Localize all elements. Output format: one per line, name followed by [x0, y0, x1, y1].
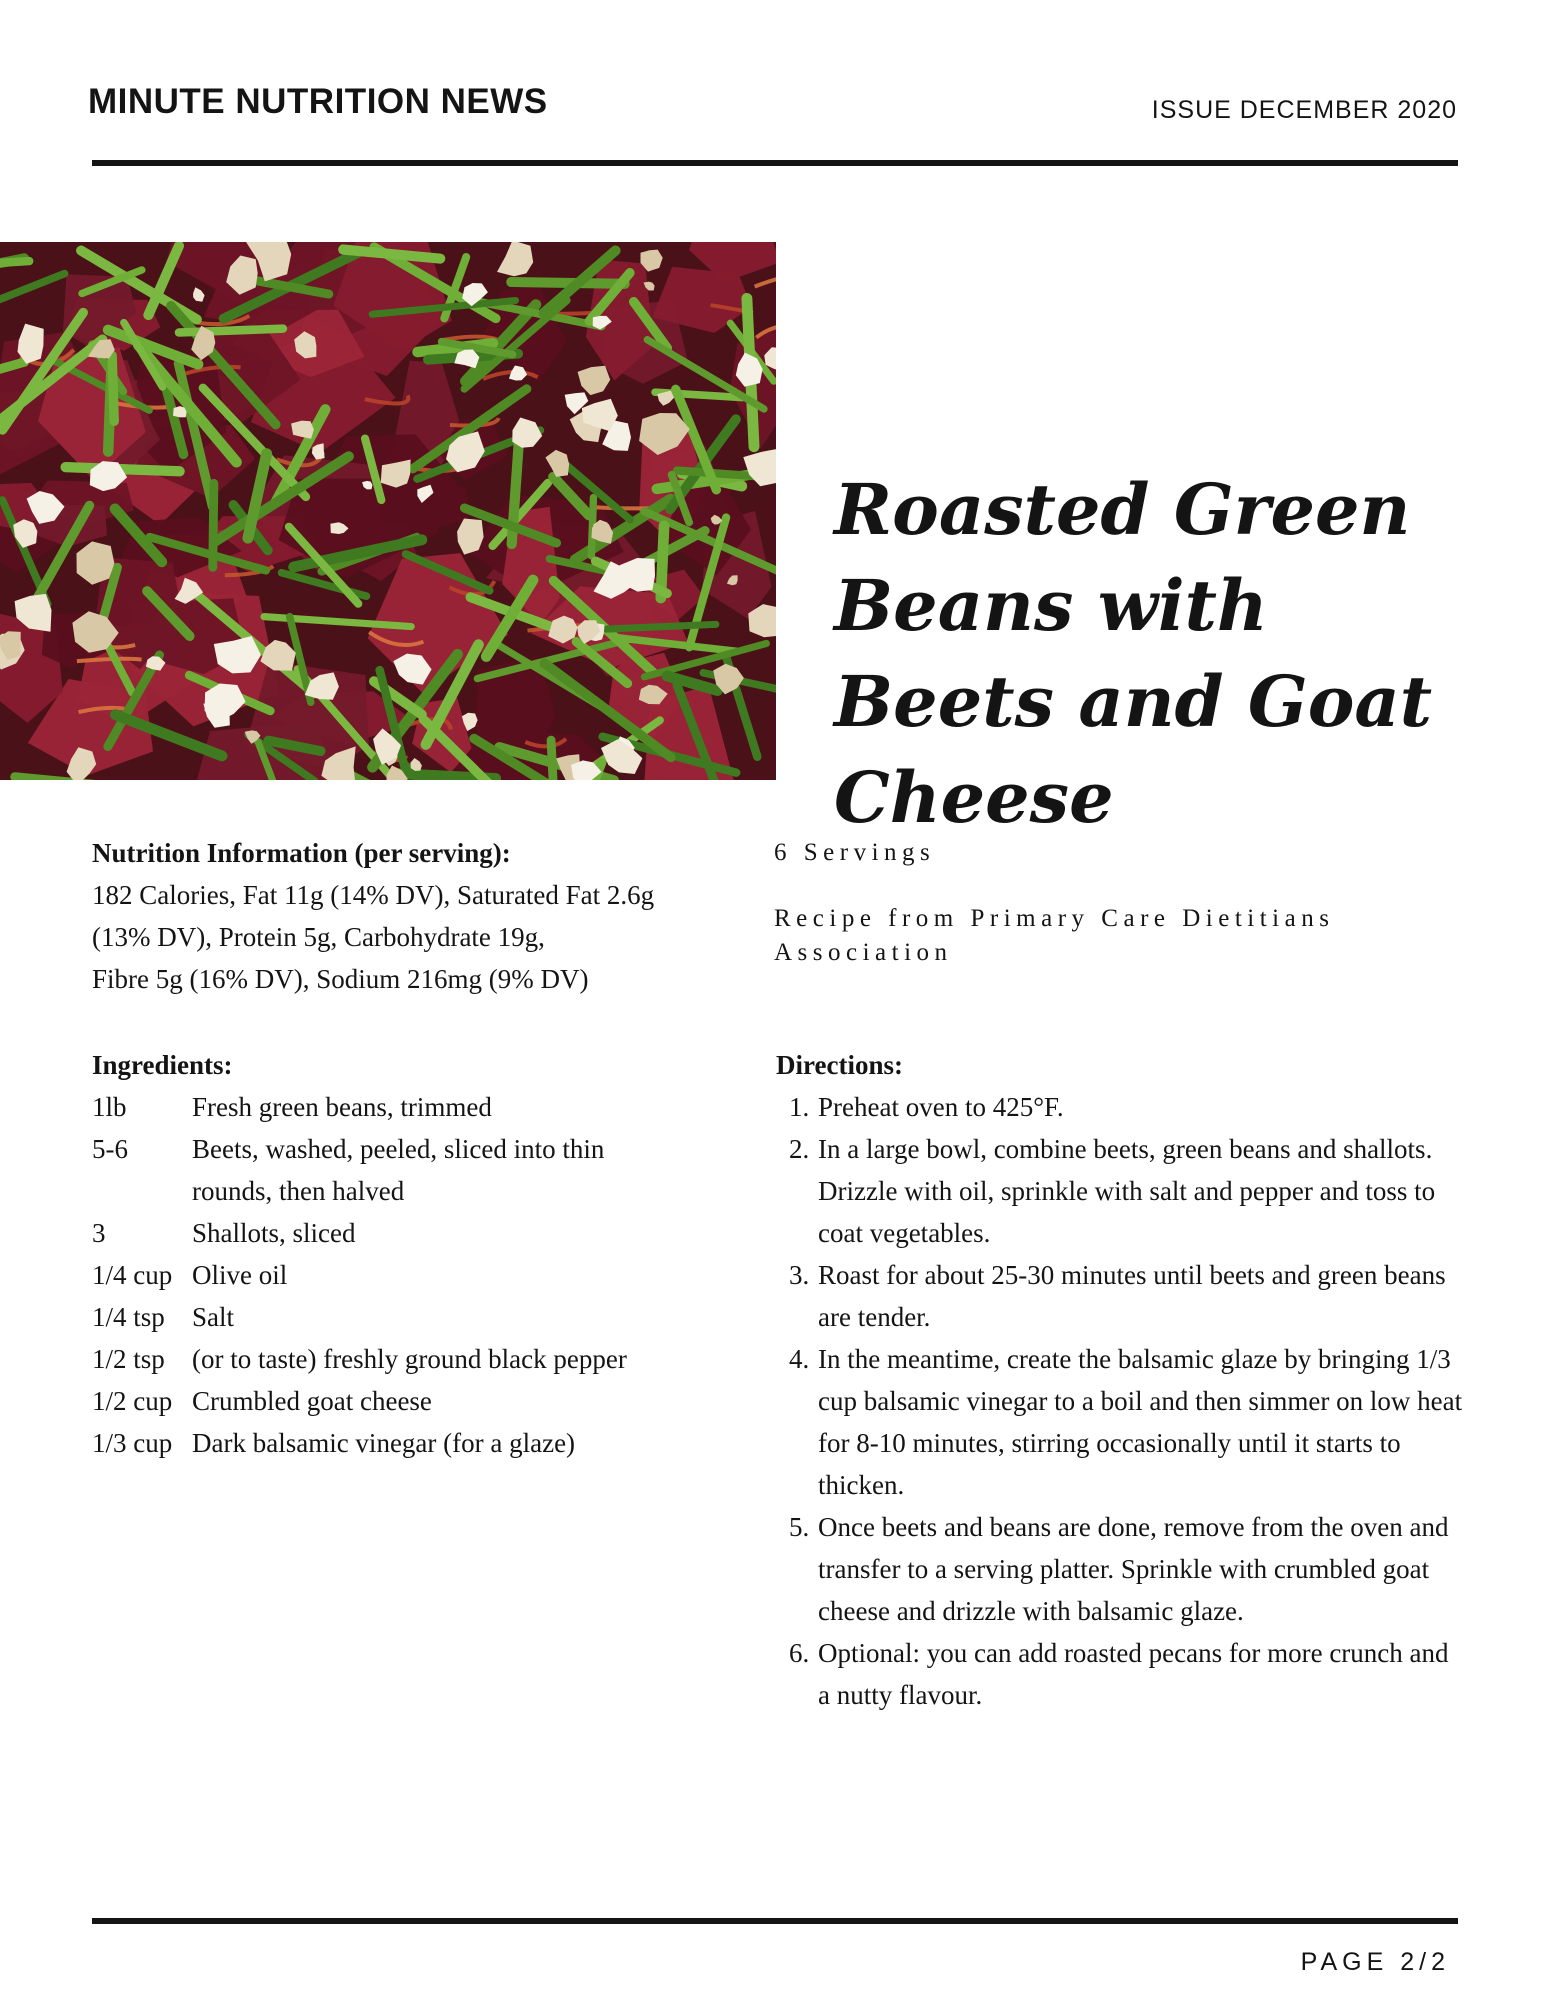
- servings: 6 Servings: [774, 839, 936, 866]
- ingredient-quantity: 1/2 cup: [92, 1386, 173, 1416]
- ingredient-quantity: 5-6: [92, 1134, 128, 1164]
- issue-date: ISSUE DECEMBER 2020: [1151, 96, 1457, 124]
- ingredient-description: Dark balsamic vinegar (for a glaze): [192, 1428, 576, 1458]
- ingredient-description: Beets, washed, peeled, sliced into thin rounds, then halved: [192, 1134, 605, 1206]
- ingredient-quantity: 1lb: [92, 1092, 127, 1122]
- ingredients-heading: Ingredients:: [92, 1050, 233, 1080]
- salad-photo-art: [0, 242, 776, 780]
- salad-photo: [0, 242, 776, 780]
- ingredient-item: [92, 1296, 732, 1338]
- ingredients-section: [92, 1044, 732, 1464]
- ingredient-item: [92, 1422, 732, 1464]
- ingredient-item: [92, 1128, 732, 1212]
- directions-heading: Directions:: [776, 1050, 903, 1080]
- ingredient-description: Fresh green beans, trimmed: [192, 1092, 492, 1122]
- direction-step: 4. In the meantime, create the balsamic glaze by bringing 1/3 cup balsamic vinegar to a boil and then simmer on low heat for 8-10 minutes, stirring occasionally until it starts to thicken.: [816, 1338, 1466, 1506]
- ingredient-item: [92, 1380, 732, 1422]
- nutrition-line: (13% DV), Protein 5g, Carbohydrate 19g,: [92, 922, 545, 952]
- directions-section: [776, 1044, 1466, 1716]
- ingredient-item: [92, 1254, 732, 1296]
- ingredient-quantity: 1/4 cup: [92, 1260, 173, 1290]
- direction-step: 1. Preheat oven to 425°F.: [816, 1086, 1466, 1128]
- direction-step: 6. Optional: you can add roasted pecans for more crunch and a nutty flavour.: [816, 1632, 1466, 1716]
- direction-step: 5. Once beets and beans are done, remove from the oven and transfer to a serving platter. Sprinkle with crumbled goat cheese and drizzle with balsamic glaze.: [816, 1506, 1466, 1632]
- nutrition-info: [92, 832, 712, 1000]
- direction-step: 3. Roast for about 25-30 minutes until beets and green beans are tender.: [816, 1254, 1466, 1338]
- ingredient-description: Salt: [192, 1302, 235, 1332]
- nutrition-line: 182 Calories, Fat 11g (14% DV), Saturated Fat 2.6g: [92, 880, 655, 910]
- ingredient-quantity: 1/2 tsp: [92, 1344, 165, 1374]
- ingredient-quantity: 1/3 cup: [92, 1428, 173, 1458]
- ingredient-description: Olive oil: [192, 1260, 288, 1290]
- directions-list: [776, 1086, 1466, 1716]
- ingredient-description: (or to taste) freshly ground black pepper: [192, 1344, 627, 1374]
- nutrition-label: Nutrition Information (per serving):: [92, 838, 511, 868]
- recipe-title: Roasted Green Beans with Beets and Goat Cheese: [834, 468, 1433, 839]
- ingredient-quantity: 3: [92, 1218, 106, 1248]
- ingredient-description: Shallots, sliced: [192, 1218, 356, 1248]
- ingredient-description: Crumbled goat cheese: [192, 1386, 432, 1416]
- ingredient-item: [92, 1212, 732, 1254]
- recipe-source: Recipe from Primary Care Dietitians Association: [774, 905, 1335, 966]
- header-divider: [92, 160, 1458, 166]
- ingredient-quantity: 1/4 tsp: [92, 1302, 165, 1332]
- footer-divider: [92, 1918, 1458, 1924]
- ingredient-item: [92, 1086, 732, 1128]
- nutrition-line: Fibre 5g (16% DV), Sodium 216mg (9% DV): [92, 964, 589, 994]
- masthead: MINUTE NUTRITION NEWS: [88, 82, 548, 121]
- page-number: PAGE 2/2: [1300, 1948, 1450, 1976]
- direction-step: 2. In a large bowl, combine beets, green beans and shallots. Drizzle with oil, sprinkle with salt and pepper and toss to coat vegetables.: [816, 1128, 1466, 1254]
- recipe-meta: [774, 836, 1454, 970]
- ingredient-item: [92, 1338, 732, 1380]
